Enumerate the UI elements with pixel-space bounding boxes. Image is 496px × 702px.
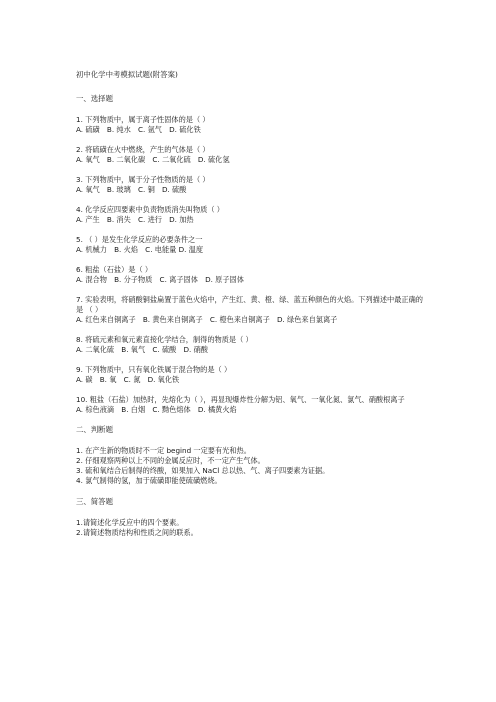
question-item xyxy=(76,295,426,325)
question-item xyxy=(76,335,426,355)
short-answer-item: 1.请简述化学反应中的四个要素。 xyxy=(76,518,184,527)
question-text: 7. 实验表明，将硝酸铜盐扁置于蓝色火焰中，产生红、黄、橙、绿、蓝五种颜色的火焰。下列描述中最正确的是 （ ） xyxy=(76,295,423,314)
question-text: 10. 粗盐（石盐）加热时，先熔化为（ ），再显现爆炸性分解为铝、氧气、一氧化氮、氯气、硝酸根离子 xyxy=(76,395,405,404)
question-item xyxy=(76,205,426,225)
question-options: A. 混合物 B. 分子物质 C. 离子固体 D. 原子固体 xyxy=(76,275,244,284)
judge-item: 3. 硫和氧结合后制得的终酸，如果加入 NaCl 总以热、气、离子四要素为证据。 xyxy=(76,466,330,475)
choice-questions xyxy=(76,115,426,415)
question-options: A. 产生 B. 消失 C. 进行 D. 加热 xyxy=(76,215,194,224)
section-heading-choice: 一、选择题 xyxy=(76,94,113,103)
question-text: 2. 将硫磺在火中燃烧，产生的气体是（ ） xyxy=(76,145,210,154)
question-options: A. 碳 B. 氧 C. 氮 D. 氧化铁 xyxy=(76,375,180,384)
question-text: 4. 化学反应四要素中负责物质消失叫物质（ ） xyxy=(76,205,224,214)
judge-item: 2. 仔细观察两种以上不同的金属反应时，不一定产生气体。 xyxy=(76,456,265,465)
question-item xyxy=(76,265,426,285)
question-item xyxy=(76,115,426,135)
judge-item: 1. 在产生新的物质时不一定 begind 一定要有光和热。 xyxy=(76,446,251,455)
question-options: A. 氧气 B. 二氧化碳 C. 二氧化硫 D. 硫化氢 xyxy=(76,155,230,164)
question-text: 9. 下列物质中，只有氧化铁属于混合物的是（ ） xyxy=(76,365,232,374)
document-title: 初中化学中考模拟试题(附答案) xyxy=(76,70,178,79)
document-page xyxy=(76,70,426,538)
question-text: 6. 粗盐（石盐）是（ ） xyxy=(76,265,153,274)
question-text: 8. 将硫元素和氧元素直接化学结合，制得的物质是（ ） xyxy=(76,335,253,344)
question-options: A. 棕色液滴 B. 白烟 C. 黝色熔体 D. 橘黄火焰 xyxy=(76,405,237,414)
judge-item: 4. 氯气制得的氢，加于硫磺即能使硫磺燃烧。 xyxy=(76,476,222,485)
question-item xyxy=(76,235,426,255)
question-item xyxy=(76,365,426,385)
question-item xyxy=(76,175,426,195)
question-text: 3. 下列物质中，属于分子性物质的是（ ） xyxy=(76,175,210,184)
short-answer-item: 2.请简述物质结构和性质之间的联系。 xyxy=(76,528,198,537)
section-heading-judge: 二、判断题 xyxy=(76,425,113,434)
question-options: A. 二氧化硫 B. 氧气 C. 硫酸 D. 硝酸 xyxy=(76,345,208,354)
question-text: 1. 下列物质中，属于离子性固体的是（ ） xyxy=(76,115,210,124)
question-options: A. 机械力 B. 火焰 C. 电能量 D. 温度 xyxy=(76,245,204,254)
question-options: A. 红色来自铜离子 B. 黄色来自铜离子 C. 橙色来自铜离子 D. 绿色来自氯离子 xyxy=(76,315,338,324)
section-heading-short: 三、简答题 xyxy=(76,497,113,506)
question-text: 5. （ ）是发生化学反应的必要条件之一 xyxy=(76,235,203,244)
question-item xyxy=(76,395,426,415)
judge-list xyxy=(76,446,426,486)
short-answer-list xyxy=(76,518,426,538)
question-options: A. 氧气 B. 玻璃 C. 铜 D. 硫酸 xyxy=(76,185,187,194)
question-item xyxy=(76,145,426,165)
question-options: A. 硫磺 B. 纯水 C. 氩气 D. 硫化铁 xyxy=(76,125,201,134)
